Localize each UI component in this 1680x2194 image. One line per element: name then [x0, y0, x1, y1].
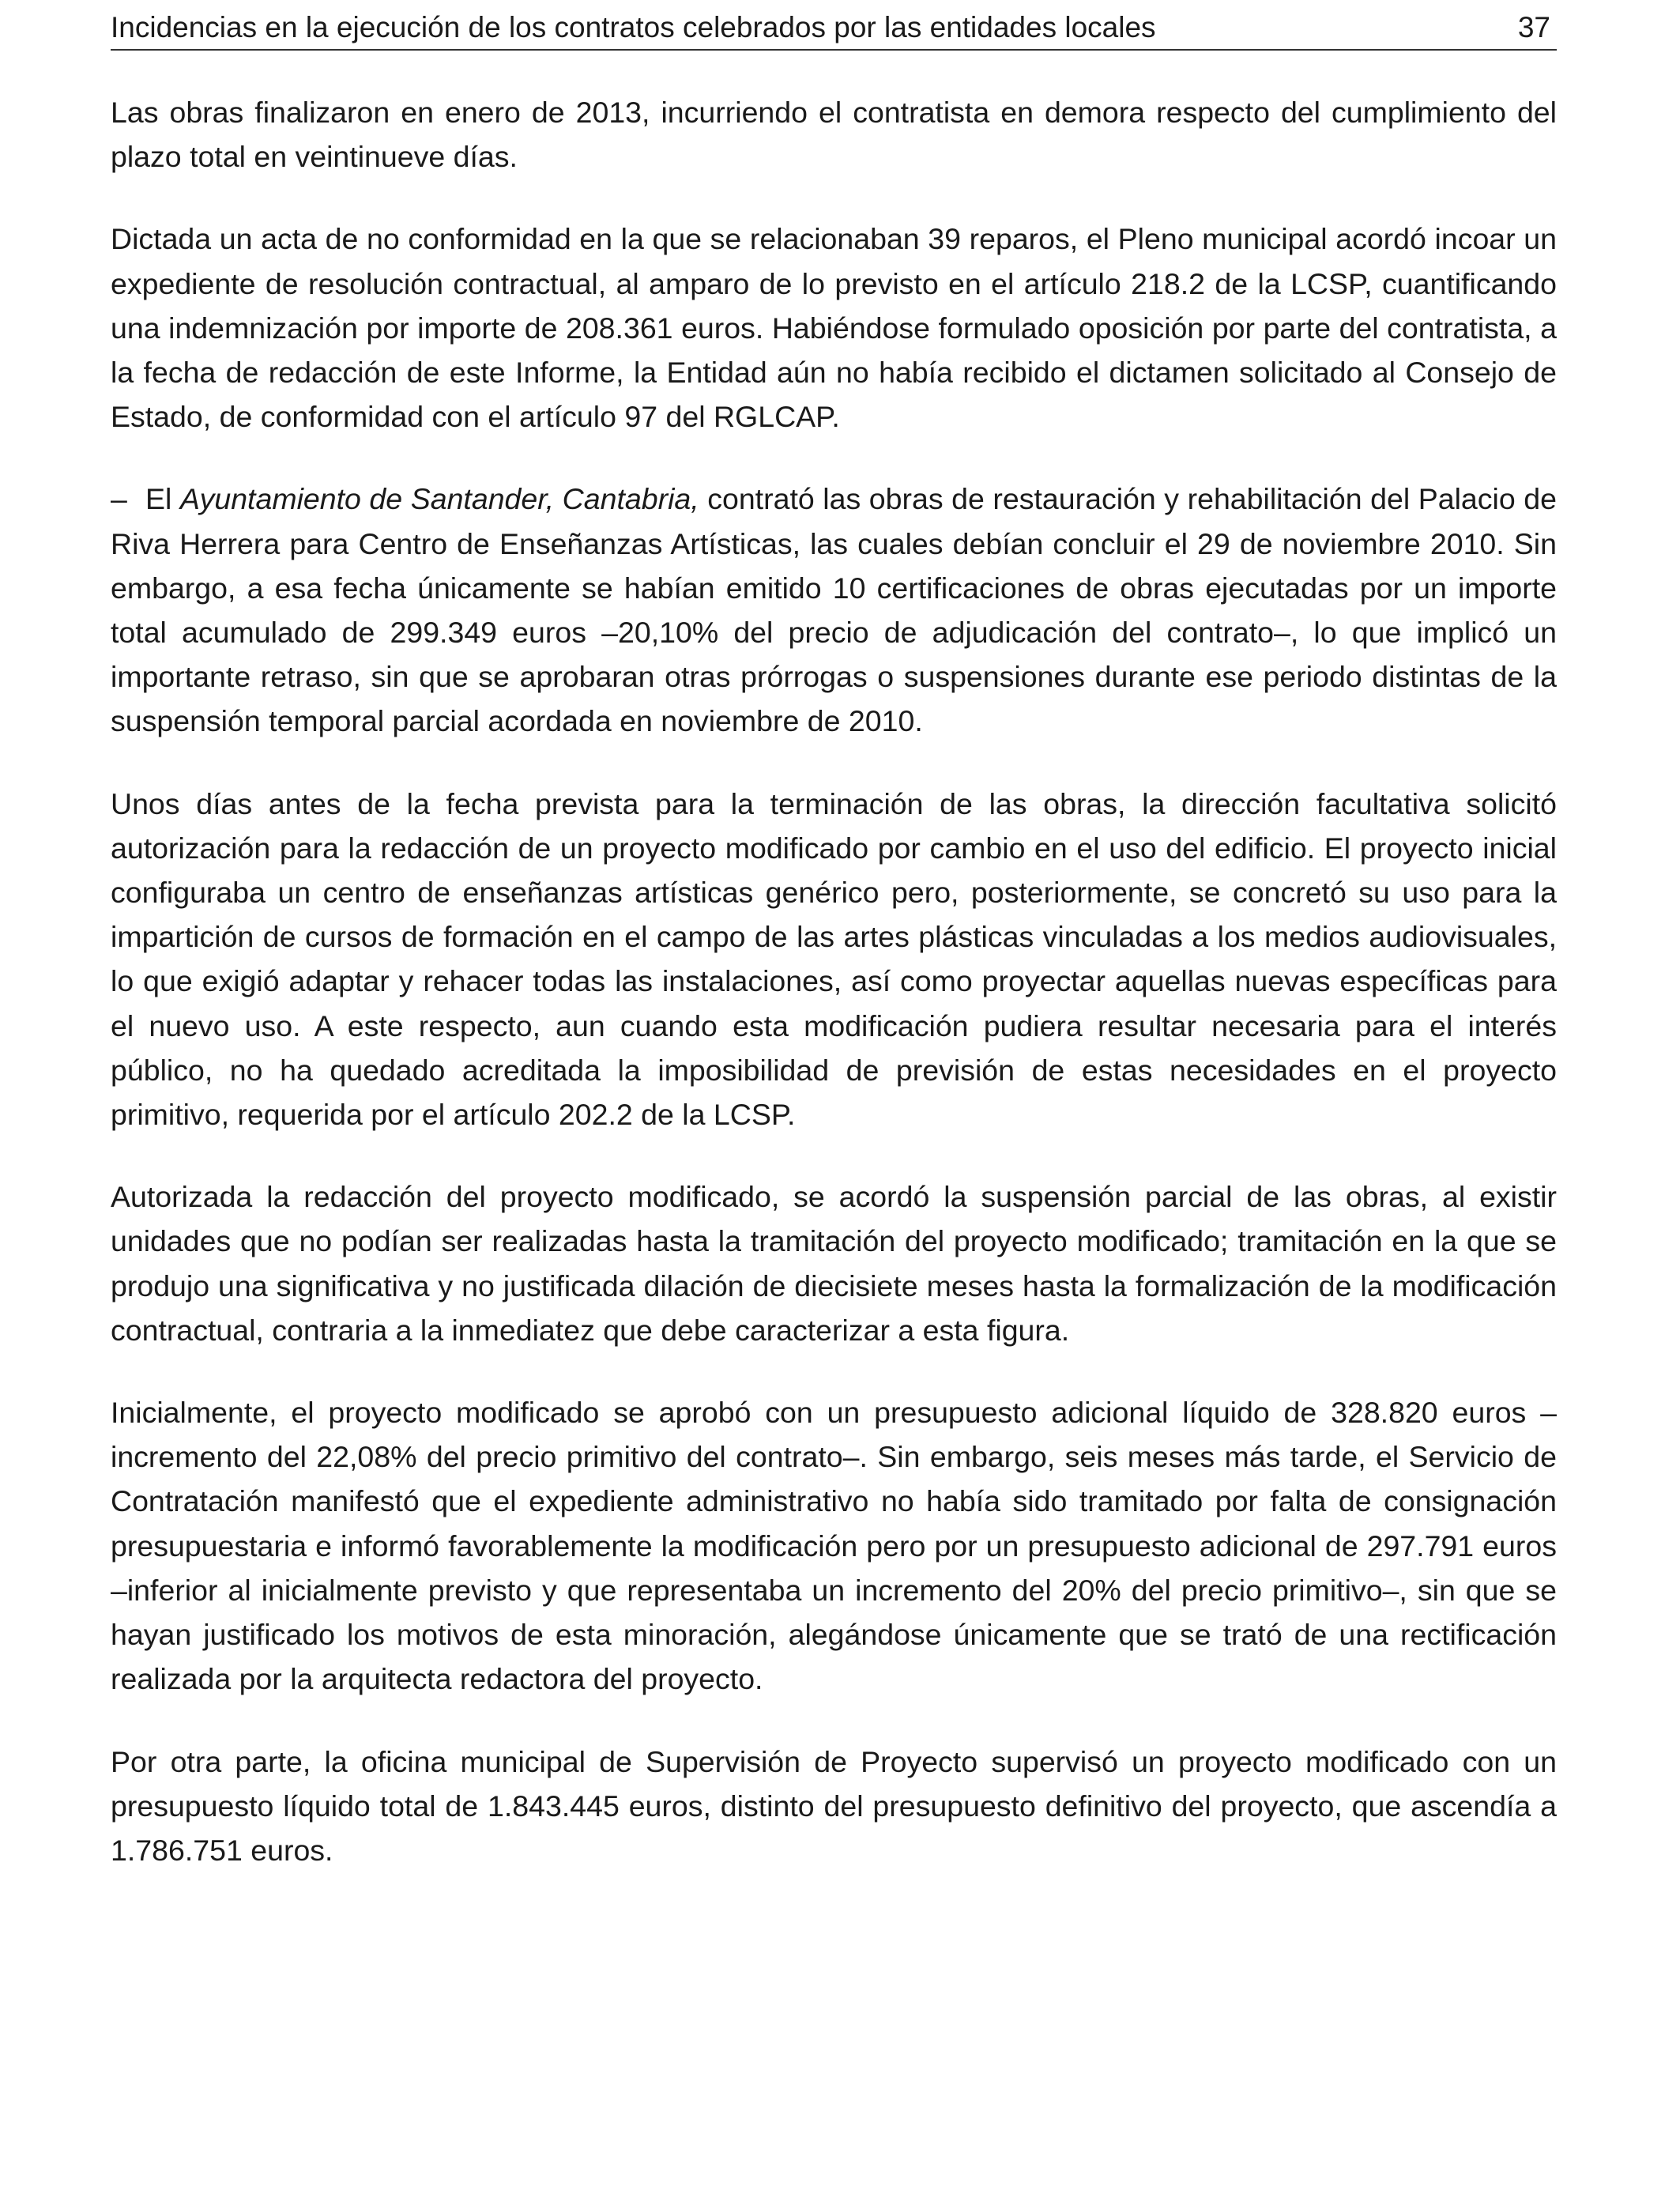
- entity-name: Ayuntamiento de Santander, Cantabria,: [179, 482, 699, 516]
- paragraph-7: Por otra parte, la oficina municipal de Supervisión de Proyecto supervisó un proyecto modificado con un presupuesto líquido total de 1.843.445 euros, distinto del presupuesto definitivo del proyecto, que ascendía a 1.786.751 euros.: [111, 1744, 1557, 1867]
- paragraph-6: Inicialmente, el proyecto modificado se aprobó con un presupuesto adicional líquido de 328.820 euros –incremento del 22,08% del precio primitivo del contrato–. Sin embargo, seis meses más tarde, el Servicio de Contratación manifestó que el expediente administrativo no había sido tramitado por falta de consignación presupuestaria e informó favorablemente la modificación pero por un presupuesto adicional de 297.791 euros –inferior al inicialmente previsto y que representaba un incremento del 20% del precio primitivo–, sin que se hayan justificado los motivos de esta minoración, alegándose únicamente que se trató de una rectificación realizada por la arquitecta redactora del proyecto.: [111, 1396, 1557, 1696]
- list-dash: –: [111, 482, 127, 516]
- header-title: Incidencias en la ejecución de los contratos celebrados por las entidades locales: [111, 11, 1156, 43]
- document-body: [111, 90, 1557, 1910]
- running-header: [111, 9, 1557, 51]
- paragraph-3-text: contrató las obras de restauración y rehabilitación del Palacio de Riva Herrera para Centro de Enseñanzas Artísticas, las cuales debían concluir el 29 de noviembre 2010. Sin embargo, a esa fecha únicamente se habían emitido 10 certificaciones de obras ejecutadas por un importe total acumulado de 299.349 euros –20,10% del precio de adjudicación del contrato–, lo que implicó un importante retraso, sin que se aprobaran otras prórrogas o suspensiones durante ese periodo distintas de la suspensión temporal parcial acordada en noviembre de 2010.: [111, 482, 1557, 738]
- paragraph-5: Autorizada la redacción del proyecto modificado, se acordó la suspensión parcial de las obras, al existir unidades que no podían ser realizadas hasta la tramitación del proyecto modificado; tramitación en la que se produjo una significativa y no justificada dilación de diecisiete meses hasta la formalización de la modificación contractual, contraria a la inmediatez que debe caracterizar a esta figura.: [111, 1180, 1557, 1347]
- page-number: 37: [1517, 11, 1550, 43]
- paragraph-3-list-item: [111, 477, 1557, 743]
- paragraph-1: Las obras finalizaron en enero de 2013, incurriendo el contratista en demora respecto del cumplimiento del plazo total en veintinueve días.: [111, 96, 1557, 174]
- paragraph-3-lead: El: [145, 482, 180, 516]
- paragraph-2: Dictada un acta de no conformidad en la que se relacionaban 39 reparos, el Pleno municipal acordó incoar un expediente de resolución contractual, al amparo de lo previsto en el artículo 218.2 de la LCSP, cuantificando una indemnización por importe de 208.361 euros. Habiéndose formulado oposición por parte del contratista, a la fecha de redacción de este Informe, la Entidad aún no había recibido el dictamen solicitado al Consejo de Estado, de conformidad con el artículo 97 del RGLCAP.: [111, 222, 1557, 434]
- paragraph-4: Unos días antes de la fecha prevista para la terminación de las obras, la dirección facultativa solicitó autorización para la redacción de un proyecto modificado por cambio en el uso del edificio. El proyecto inicial configuraba un centro de enseñanzas artísticas genérico pero, posteriormente, se concretó su uso para la impartición de cursos de formación en el campo de las artes plásticas vinculadas a los medios audiovisuales, lo que exigió adaptar y rehacer todas las instalaciones, así como proyectar aquellas nuevas específicas para el nuevo uso. A este respecto, aun cuando esta modificación pudiera resultar necesaria para el interés público, no ha quedado acreditada la imposibilidad de previsión de estas necesidades en el proyecto primitivo, requerida por el artículo 202.2 de la LCSP.: [111, 786, 1557, 1132]
